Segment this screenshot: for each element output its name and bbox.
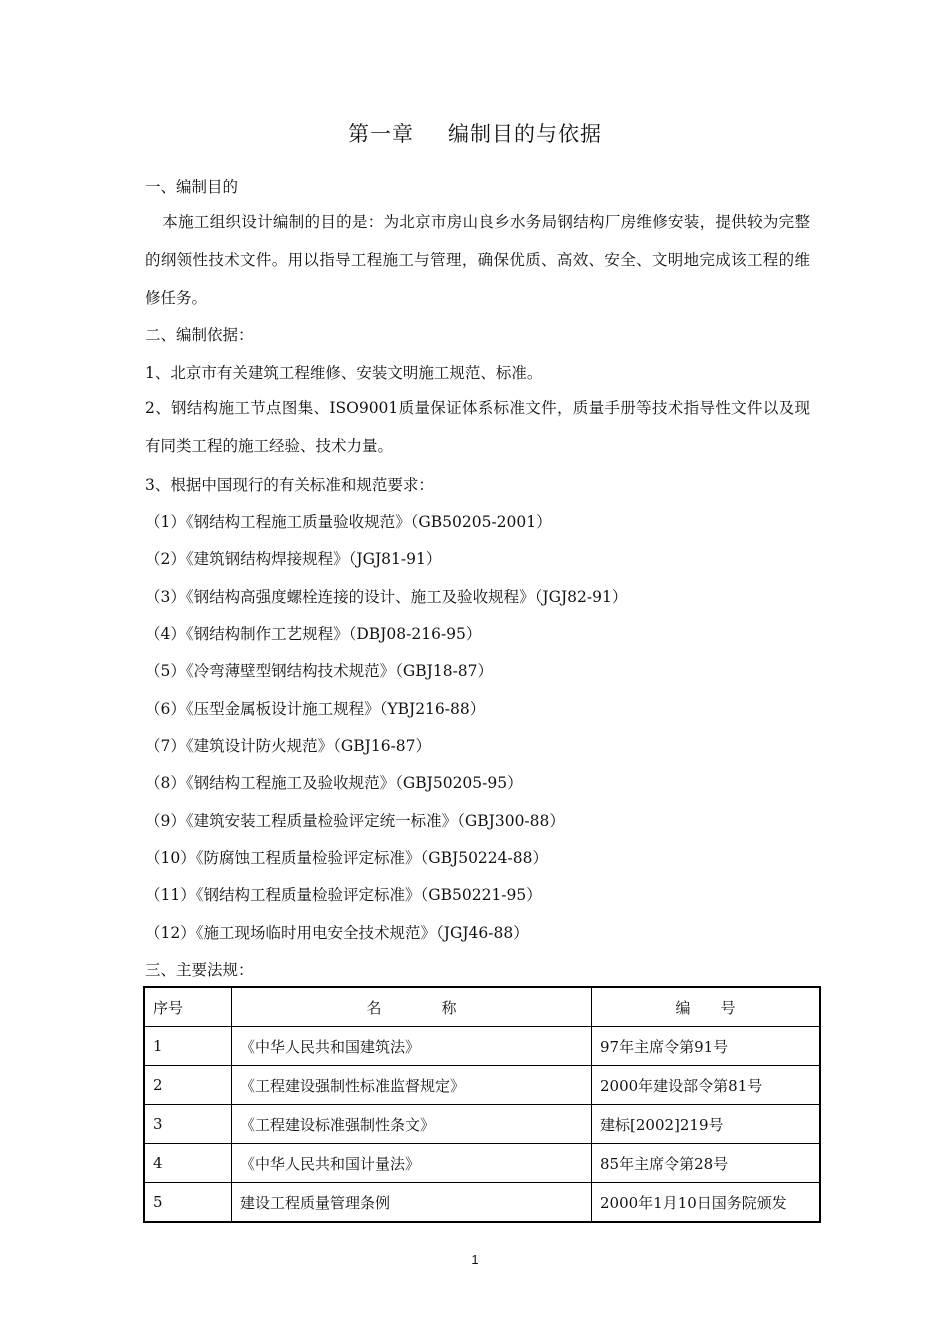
standard-item: （5）《冷弯薄壁型钢结构技术规范》（GBJ18-87） bbox=[145, 662, 494, 680]
cell-name: 《中华人民共和国建筑法》 bbox=[232, 1027, 592, 1066]
standard-item: （2）《建筑钢结构焊接规程》（JGJ81-91） bbox=[145, 550, 442, 568]
table-row bbox=[144, 1105, 820, 1144]
standard-item: （4）《钢结构制作工艺规程》（DBJ08-216-95） bbox=[145, 625, 482, 643]
basis-item-1: 1、北京市有关建筑工程维修、安装文明施工规范、标准。 bbox=[145, 364, 543, 382]
basis-item-2: 2、钢结构施工节点图集、ISO9001质量保证体系标准文件，质量手册等技术指导性文件以及现有同类工程的施工经验、技术力量。 bbox=[145, 399, 810, 455]
cell-name: 《中华人民共和国计量法》 bbox=[232, 1144, 592, 1183]
chapter-name: 编制目的与依据 bbox=[448, 122, 602, 146]
cell-index: 4 bbox=[144, 1144, 232, 1183]
section-heading-purpose: 一、编制目的 bbox=[145, 178, 239, 196]
standard-item: （1）《钢结构工程施工质量验收规范》（GB50205-2001） bbox=[145, 513, 552, 531]
standard-item: （7）《建筑设计防火规范》（GBJ16-87） bbox=[145, 737, 432, 755]
purpose-paragraph bbox=[145, 203, 810, 317]
cell-index: 5 bbox=[144, 1183, 232, 1223]
chapter-title bbox=[0, 118, 950, 148]
table-row bbox=[144, 1144, 820, 1183]
standard-item: （11）《钢结构工程质量检验评定标准》（GB50221-95） bbox=[145, 886, 542, 904]
table-row bbox=[144, 1066, 820, 1105]
cell-index: 3 bbox=[144, 1105, 232, 1144]
section-heading-basis: 二、编制依据： bbox=[145, 326, 254, 344]
standard-item: （10）《防腐蚀工程质量检验评定标准》（GBJ50224-88） bbox=[145, 849, 548, 867]
page-number: 1 bbox=[471, 1252, 479, 1267]
table-row bbox=[144, 1027, 820, 1066]
standard-item: （8）《钢结构工程施工及验收规范》（GBJ50205-95） bbox=[145, 774, 523, 792]
cell-code: 2000年建设部令第81号 bbox=[592, 1066, 821, 1105]
cell-name: 《工程建设强制性标准监督规定》 bbox=[232, 1066, 592, 1105]
standard-item: （9）《建筑安装工程质量检验评定统一标准》（GBJ300-88） bbox=[145, 812, 565, 830]
table-row bbox=[144, 1183, 820, 1223]
standard-item: （12）《施工现场临时用电安全技术规范》（JGJ46-88） bbox=[145, 924, 529, 942]
purpose-text: 本施工组织设计编制的目的是：为北京市房山良乡水务局钢结构厂房维修安装，提供较为完整的纲领性技术文件。用以指导工程施工与管理，确保优质、高效、安全、文明地完成该工程的维修任务。 bbox=[145, 213, 810, 307]
chapter-number: 第一章 bbox=[348, 122, 414, 146]
cell-name: 《工程建设标准强制性条文》 bbox=[232, 1105, 592, 1144]
header-code: 编 号 bbox=[592, 987, 821, 1027]
header-index: 序号 bbox=[144, 987, 232, 1027]
cell-name: 建设工程质量管理条例 bbox=[232, 1183, 592, 1223]
section-heading-regulations: 三、主要法规： bbox=[145, 961, 254, 979]
standard-item: （6）《压型金属板设计施工规程》（YBJ216-88） bbox=[145, 700, 486, 718]
header-name: 名 称 bbox=[232, 987, 592, 1027]
standard-item: （3）《钢结构高强度螺栓连接的设计、施工及验收规程》（JGJ82-91） bbox=[145, 588, 628, 606]
table-header-row bbox=[144, 987, 820, 1027]
cell-code: 97年主席令第91号 bbox=[592, 1027, 821, 1066]
cell-code: 建标[2002]219号 bbox=[592, 1105, 821, 1144]
regulations-table bbox=[143, 986, 821, 1223]
cell-code: 85年主席令第28号 bbox=[592, 1144, 821, 1183]
cell-index: 2 bbox=[144, 1066, 232, 1105]
cell-index: 1 bbox=[144, 1027, 232, 1066]
cell-code: 2000年1月10日国务院颁发 bbox=[592, 1183, 821, 1223]
basis-item-3: 3、根据中国现行的有关标准和规范要求： bbox=[145, 476, 434, 494]
